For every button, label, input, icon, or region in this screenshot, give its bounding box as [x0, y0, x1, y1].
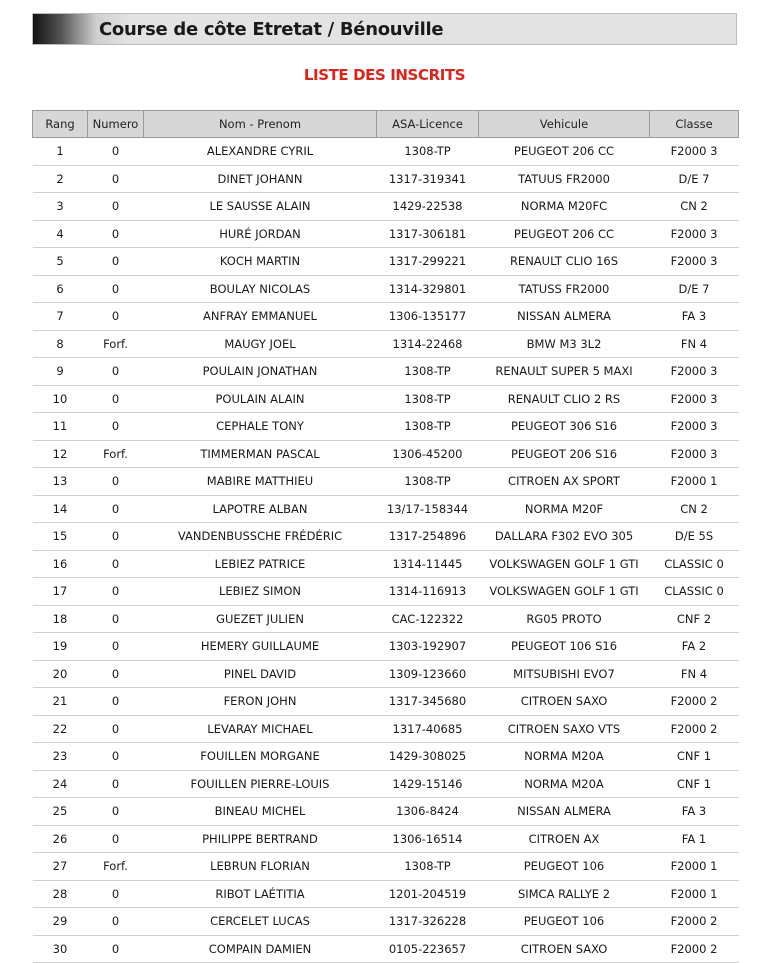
asa-licence-cell: 1309-123660 — [377, 660, 479, 688]
nom-prenom-cell: FOUILLEN MORGANE — [144, 743, 377, 771]
asa-licence-cell: 1308-TP — [377, 138, 479, 166]
vehicule-cell: NORMA M20A — [479, 770, 650, 798]
column-header-asa-licence: ASA-Licence — [377, 111, 479, 138]
nom-prenom-cell: LEBIEZ SIMON — [144, 578, 377, 606]
nom-prenom-cell: POULAIN ALAIN — [144, 385, 377, 413]
numero-cell: 0 — [88, 358, 144, 386]
classe-cell: CNF 2 — [650, 605, 739, 633]
asa-licence-cell: 1308-TP — [377, 468, 479, 496]
rang-cell: 30 — [33, 935, 88, 963]
asa-licence-cell: 0105-223657 — [377, 935, 479, 963]
classe-cell: CN 2 — [650, 193, 739, 221]
column-header-vehicule: Vehicule — [479, 111, 650, 138]
rang-cell: 9 — [33, 358, 88, 386]
vehicule-cell: CITROEN AX — [479, 825, 650, 853]
numero-cell: 0 — [88, 633, 144, 661]
table-row — [33, 825, 739, 853]
column-header-numero: Numero — [88, 111, 144, 138]
rang-cell: 28 — [33, 880, 88, 908]
numero-cell: 0 — [88, 908, 144, 936]
table-row — [33, 138, 739, 166]
table-row — [33, 770, 739, 798]
classe-cell: F2000 3 — [650, 358, 739, 386]
classe-cell: F2000 2 — [650, 935, 739, 963]
asa-licence-cell: 1314-22468 — [377, 330, 479, 358]
rang-cell: 2 — [33, 165, 88, 193]
table-row — [33, 660, 739, 688]
numero-cell: 0 — [88, 165, 144, 193]
table-row — [33, 935, 739, 963]
numero-cell: Forf. — [88, 853, 144, 881]
table-row — [33, 165, 739, 193]
vehicule-cell: PEUGEOT 306 S16 — [479, 413, 650, 441]
rang-cell: 20 — [33, 660, 88, 688]
table-row — [33, 605, 739, 633]
numero-cell: 0 — [88, 468, 144, 496]
nom-prenom-cell: VANDENBUSSCHE FRÉDÉRIC — [144, 523, 377, 551]
classe-cell: F2000 2 — [650, 908, 739, 936]
vehicule-cell: PEUGEOT 106 S16 — [479, 633, 650, 661]
vehicule-cell: DALLARA F302 EVO 305 — [479, 523, 650, 551]
rang-cell: 1 — [33, 138, 88, 166]
nom-prenom-cell: TIMMERMAN PASCAL — [144, 440, 377, 468]
classe-cell: F2000 1 — [650, 880, 739, 908]
nom-prenom-cell: LE SAUSSE ALAIN — [144, 193, 377, 221]
classe-cell: F2000 3 — [650, 385, 739, 413]
vehicule-cell: VOLKSWAGEN GOLF 1 GTI — [479, 578, 650, 606]
classe-cell: D/E 7 — [650, 165, 739, 193]
nom-prenom-cell: CERCELET LUCAS — [144, 908, 377, 936]
nom-prenom-cell: GUEZET JULIEN — [144, 605, 377, 633]
vehicule-cell: RG05 PROTO — [479, 605, 650, 633]
numero-cell: 0 — [88, 578, 144, 606]
rang-cell: 26 — [33, 825, 88, 853]
column-header-classe: Classe — [650, 111, 739, 138]
table-row — [33, 715, 739, 743]
classe-cell: CLASSIC 0 — [650, 578, 739, 606]
asa-licence-cell: 1306-16514 — [377, 825, 479, 853]
asa-licence-cell: 1429-308025 — [377, 743, 479, 771]
vehicule-cell: NORMA M20A — [479, 743, 650, 771]
asa-licence-cell: 1306-8424 — [377, 798, 479, 826]
rang-cell: 10 — [33, 385, 88, 413]
numero-cell: 0 — [88, 715, 144, 743]
asa-licence-cell: CAC-122322 — [377, 605, 479, 633]
asa-licence-cell: 1314-329801 — [377, 275, 479, 303]
numero-cell: 0 — [88, 605, 144, 633]
classe-cell: F2000 2 — [650, 688, 739, 716]
asa-licence-cell: 1308-TP — [377, 358, 479, 386]
nom-prenom-cell: BINEAU MICHEL — [144, 798, 377, 826]
table-row — [33, 798, 739, 826]
nom-prenom-cell: ANFRAY EMMANUEL — [144, 303, 377, 331]
classe-cell: FN 4 — [650, 330, 739, 358]
nom-prenom-cell: HURÉ JORDAN — [144, 220, 377, 248]
numero-cell: 0 — [88, 550, 144, 578]
vehicule-cell: SIMCA RALLYE 2 — [479, 880, 650, 908]
asa-licence-cell: 1317-254896 — [377, 523, 479, 551]
classe-cell: FA 1 — [650, 825, 739, 853]
vehicule-cell: TATUUS FR2000 — [479, 165, 650, 193]
numero-cell: 0 — [88, 798, 144, 826]
classe-cell: FN 4 — [650, 660, 739, 688]
nom-prenom-cell: MAUGY JOEL — [144, 330, 377, 358]
vehicule-cell: BMW M3 3L2 — [479, 330, 650, 358]
table-row — [33, 853, 739, 881]
classe-cell: CLASSIC 0 — [650, 550, 739, 578]
numero-cell: Forf. — [88, 330, 144, 358]
table-row — [33, 743, 739, 771]
nom-prenom-cell: LEBRUN FLORIAN — [144, 853, 377, 881]
table-row — [33, 193, 739, 221]
classe-cell: F2000 2 — [650, 715, 739, 743]
vehicule-cell: PEUGEOT 106 — [479, 908, 650, 936]
asa-licence-cell: 1317-326228 — [377, 908, 479, 936]
numero-cell: 0 — [88, 303, 144, 331]
numero-cell: 0 — [88, 825, 144, 853]
rang-cell: 16 — [33, 550, 88, 578]
asa-licence-cell: 1317-319341 — [377, 165, 479, 193]
table-row — [33, 523, 739, 551]
rang-cell: 18 — [33, 605, 88, 633]
vehicule-cell: PEUGEOT 106 — [479, 853, 650, 881]
asa-licence-cell: 1317-40685 — [377, 715, 479, 743]
list-subtitle: LISTE DES INSCRITS — [303, 66, 466, 84]
numero-cell: 0 — [88, 523, 144, 551]
table-row — [33, 385, 739, 413]
classe-cell: F2000 3 — [650, 248, 739, 276]
nom-prenom-cell: FERON JOHN — [144, 688, 377, 716]
vehicule-cell: PEUGEOT 206 CC — [479, 220, 650, 248]
asa-licence-cell: 1308-TP — [377, 853, 479, 881]
asa-licence-cell: 1314-11445 — [377, 550, 479, 578]
table-row — [33, 495, 739, 523]
nom-prenom-cell: RIBOT LAÉTITIA — [144, 880, 377, 908]
vehicule-cell: NISSAN ALMERA — [479, 798, 650, 826]
asa-licence-cell: 1317-345680 — [377, 688, 479, 716]
asa-licence-cell: 1303-192907 — [377, 633, 479, 661]
asa-licence-cell: 1306-135177 — [377, 303, 479, 331]
classe-cell: D/E 7 — [650, 275, 739, 303]
vehicule-cell: CITROEN SAXO — [479, 688, 650, 716]
nom-prenom-cell: COMPAIN DAMIEN — [144, 935, 377, 963]
classe-cell: CNF 1 — [650, 770, 739, 798]
nom-prenom-cell: KOCH MARTIN — [144, 248, 377, 276]
title-banner — [32, 13, 737, 45]
asa-licence-cell: 1317-306181 — [377, 220, 479, 248]
classe-cell: F2000 3 — [650, 220, 739, 248]
classe-cell: FA 2 — [650, 633, 739, 661]
vehicule-cell: RENAULT CLIO 2 RS — [479, 385, 650, 413]
rang-cell: 7 — [33, 303, 88, 331]
numero-cell: 0 — [88, 220, 144, 248]
entrants-table — [32, 110, 739, 963]
vehicule-cell: TATUSS FR2000 — [479, 275, 650, 303]
classe-cell: F2000 3 — [650, 413, 739, 441]
table-row — [33, 440, 739, 468]
rang-cell: 15 — [33, 523, 88, 551]
nom-prenom-cell: DINET JOHANN — [144, 165, 377, 193]
page-title: Course de côte Etretat / Bénouville — [99, 19, 444, 40]
vehicule-cell: CITROEN SAXO VTS — [479, 715, 650, 743]
rang-cell: 22 — [33, 715, 88, 743]
table-row — [33, 578, 739, 606]
numero-cell: 0 — [88, 660, 144, 688]
table-row — [33, 358, 739, 386]
nom-prenom-cell: LAPOTRE ALBAN — [144, 495, 377, 523]
vehicule-cell: NISSAN ALMERA — [479, 303, 650, 331]
table-row — [33, 880, 739, 908]
numero-cell: 0 — [88, 935, 144, 963]
classe-cell: F2000 1 — [650, 468, 739, 496]
nom-prenom-cell: PHILIPPE BERTRAND — [144, 825, 377, 853]
rang-cell: 3 — [33, 193, 88, 221]
classe-cell: D/E 5S — [650, 523, 739, 551]
vehicule-cell: VOLKSWAGEN GOLF 1 GTI — [479, 550, 650, 578]
table-row — [33, 550, 739, 578]
numero-cell: 0 — [88, 880, 144, 908]
numero-cell: 0 — [88, 770, 144, 798]
vehicule-cell: RENAULT CLIO 16S — [479, 248, 650, 276]
table-row — [33, 330, 739, 358]
rang-cell: 11 — [33, 413, 88, 441]
table-row — [33, 220, 739, 248]
nom-prenom-cell: PINEL DAVID — [144, 660, 377, 688]
rang-cell: 13 — [33, 468, 88, 496]
asa-licence-cell: 13/17-158344 — [377, 495, 479, 523]
table-row — [33, 468, 739, 496]
vehicule-cell: NORMA M20F — [479, 495, 650, 523]
table-row — [33, 275, 739, 303]
classe-cell: F2000 3 — [650, 138, 739, 166]
rang-cell: 24 — [33, 770, 88, 798]
table-header-row — [33, 111, 739, 138]
nom-prenom-cell: MABIRE MATTHIEU — [144, 468, 377, 496]
vehicule-cell: PEUGEOT 206 CC — [479, 138, 650, 166]
table-row — [33, 413, 739, 441]
asa-licence-cell: 1429-22538 — [377, 193, 479, 221]
rang-cell: 6 — [33, 275, 88, 303]
rang-cell: 17 — [33, 578, 88, 606]
asa-licence-cell: 1308-TP — [377, 385, 479, 413]
numero-cell: 0 — [88, 248, 144, 276]
table-row — [33, 633, 739, 661]
rang-cell: 14 — [33, 495, 88, 523]
nom-prenom-cell: LEBIEZ PATRICE — [144, 550, 377, 578]
numero-cell: 0 — [88, 275, 144, 303]
rang-cell: 8 — [33, 330, 88, 358]
asa-licence-cell: 1308-TP — [377, 413, 479, 441]
classe-cell: FA 3 — [650, 303, 739, 331]
numero-cell: Forf. — [88, 440, 144, 468]
nom-prenom-cell: LEVARAY MICHAEL — [144, 715, 377, 743]
table-row — [33, 908, 739, 936]
numero-cell: 0 — [88, 495, 144, 523]
table-row — [33, 303, 739, 331]
rang-cell: 23 — [33, 743, 88, 771]
classe-cell: CN 2 — [650, 495, 739, 523]
rang-cell: 21 — [33, 688, 88, 716]
rang-cell: 29 — [33, 908, 88, 936]
column-header-rang: Rang — [33, 111, 88, 138]
table-row — [33, 688, 739, 716]
nom-prenom-cell: ALEXANDRE CYRIL — [144, 138, 377, 166]
vehicule-cell: PEUGEOT 206 S16 — [479, 440, 650, 468]
nom-prenom-cell: BOULAY NICOLAS — [144, 275, 377, 303]
rang-cell: 25 — [33, 798, 88, 826]
asa-licence-cell: 1429-15146 — [377, 770, 479, 798]
numero-cell: 0 — [88, 688, 144, 716]
asa-licence-cell: 1314-116913 — [377, 578, 479, 606]
nom-prenom-cell: FOUILLEN PIERRE-LOUIS — [144, 770, 377, 798]
vehicule-cell: MITSUBISHI EVO7 — [479, 660, 650, 688]
vehicule-cell: CITROEN SAXO — [479, 935, 650, 963]
rang-cell: 27 — [33, 853, 88, 881]
asa-licence-cell: 1317-299221 — [377, 248, 479, 276]
classe-cell: FA 3 — [650, 798, 739, 826]
numero-cell: 0 — [88, 385, 144, 413]
numero-cell: 0 — [88, 193, 144, 221]
vehicule-cell: CITROEN AX SPORT — [479, 468, 650, 496]
numero-cell: 0 — [88, 743, 144, 771]
rang-cell: 5 — [33, 248, 88, 276]
classe-cell: F2000 1 — [650, 853, 739, 881]
classe-cell: CNF 1 — [650, 743, 739, 771]
classe-cell: F2000 3 — [650, 440, 739, 468]
rang-cell: 12 — [33, 440, 88, 468]
nom-prenom-cell: HEMERY GUILLAUME — [144, 633, 377, 661]
rang-cell: 4 — [33, 220, 88, 248]
rang-cell: 19 — [33, 633, 88, 661]
column-header-nom-prenom: Nom - Prenom — [144, 111, 377, 138]
vehicule-cell: RENAULT SUPER 5 MAXI — [479, 358, 650, 386]
numero-cell: 0 — [88, 413, 144, 441]
numero-cell: 0 — [88, 138, 144, 166]
nom-prenom-cell: CEPHALE TONY — [144, 413, 377, 441]
asa-licence-cell: 1306-45200 — [377, 440, 479, 468]
asa-licence-cell: 1201-204519 — [377, 880, 479, 908]
nom-prenom-cell: POULAIN JONATHAN — [144, 358, 377, 386]
vehicule-cell: NORMA M20FC — [479, 193, 650, 221]
table-row — [33, 248, 739, 276]
